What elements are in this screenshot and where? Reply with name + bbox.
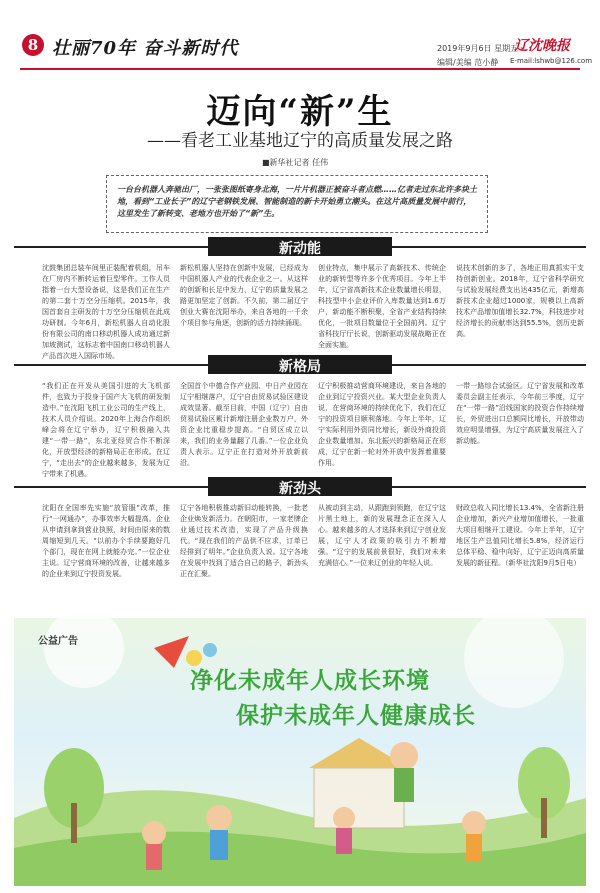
article-subtitle: ——看老工业基地辽宁的高质量发展之路	[147, 131, 453, 151]
article-intro: 一台台机器人奔驰出厂，一张张图纸寄身北海，一片片机器正被奋斗者点燃……亿者走过东北许多块土地，看到“工业长子”的辽宁老钢铁发展、智能制造的新卡开始勇立潮头。在这片高质量发展中前行，这里发生了新转变、老地方也开始了“新”生。	[106, 175, 488, 233]
editor-line: 编辑/美编 范小静	[437, 58, 499, 67]
issue-date: 2019年9月6日 星期五	[437, 44, 519, 53]
body-column: 创业特点，集中展示了高新技术、传统企业的新转型等许多个优秀项目。今年上半年，辽宁省高新技术企业数量增长明显，科技型中小企业评价入库数量达到1.6万户，新动能不断积聚，全省产业结构持续优化，一批项目数量位于全国前列。辽宁省科技厅厅长说，创新驱动发展战略正在全面实施。	[318, 264, 446, 349]
body-column: 新松机器人坚持在创新中发展，已经成为中国机器人产业的代表企业之一。从这样的创新和长足中发力，辽宁的质量发展之路更加坚定了创新。不久前，第二届辽宁创业大赛在沈阳举办，来自各地的一千余个项目参与角逐，创新的活力持续涌现。	[180, 264, 308, 327]
section-heading-band	[14, 237, 586, 256]
section-heading-band	[14, 355, 586, 374]
ad-illustration	[14, 618, 586, 886]
body-column: 说技术创新的多了，各地正用真抓实干支持创新创业。2018年，辽宁省科学研究与试验发展经费支出达435亿元，新增高新技术企业超过1000家，规模以上高新技术产品增加值增长32.7%，科技进步对经济增长的贡献率达到55.5%，创历史新高。	[456, 264, 584, 338]
section-heading: 新格局	[279, 359, 321, 375]
section-heading: 新劲头	[279, 481, 321, 497]
section-heading-band	[14, 477, 586, 496]
page-number-badge: 8	[22, 34, 44, 56]
newspaper-logo: 辽沈晚报	[514, 38, 570, 54]
body-column: 沈阳在全国率先实施“放管服”改革，推行“一网通办”，办事效率大幅提高。企业从申请到拿到营业执照，时间由原来的数周缩短到几天。“以前办个手续要跑好几个部门，现在在网上就能办完。”一位企业主说。辽宁营商环境的改善，让越来越多的企业来到辽宁投资发展。	[42, 504, 170, 578]
section-title: 壮丽70年 奋斗新时代	[52, 38, 239, 59]
section-heading: 新动能	[279, 241, 321, 257]
body-column: 辽宁积极推动营商环境建设，来自各地的企业到辽宁投资兴业。某大型企业负责人说，在营商环境的持续优化下，我们在辽宁的投资项目顺利落地。今年上半年，辽宁实际利用外资同比增长，新设外商投资企业数量增加。东北振兴的新格局正在形成，辽宁在新一轮对外开放中发挥着重要作用。	[318, 382, 446, 467]
body-column: 财政总收入同比增长13.4%，全省新注册企业增加，新兴产业增加值增长，一批重大项目相继开工建设。今年上半年，辽宁地区生产总值同比增长5.8%，经济运行总体平稳、稳中向好，辽宁正迈向高质量发展的新征程。（新华社沈阳9月5日电）	[456, 504, 584, 567]
body-column: “我们正在开发从美国引进的大飞机部件，也致力于投身于国产大飞机的研发制造中。”在沈阳飞机工业公司的生产线上，技术人员介绍说。2020年上海合作组织峰会将在辽宁举办，辽宁积极融入共建“一带一路”，东北亚经贸合作不断深化，开放型经济的新格局正在形成。在辽宁，“走出去”的企业越来越多，发展为辽宁带来了机遇。	[42, 382, 170, 478]
ad-slogan-1: 净化未成年人成长环境	[190, 667, 430, 694]
article-title: 迈向“新”生	[206, 92, 394, 132]
public-service-ad	[14, 618, 586, 886]
contact-email: E-mail:lshwb@126.com	[510, 57, 593, 65]
body-column: 沈鼓集团总装车间里正装配着机组，吊车在厂房内不断转运着巨型零件。工作人员指着一台大型设备说，这是我们正在生产的第二套十万空分压缩机。2015年，我国首套自主研发的十万空分压缩机在此成功研制。今年6月，新松机器人自动化股份有限公司的南口移动机器人成功通过新加坡测试，这标志着中国南口移动机器人产品首次进入国际市场。	[42, 264, 170, 360]
body-column: 一带一路综合试验区。辽宁省发展和改革委员会副主任表示，今年前三季度，辽宁在“一带一路”沿线国家的投资合作持续增长，外贸进出口总额同比增长，开放带动效应明显增强，为辽宁高质量发展注入了新动能。	[456, 382, 584, 445]
ad-slogan-2: 保护未成年人健康成长	[236, 702, 476, 729]
body-column: 全国首个中德合作产业园、中日产业园在辽宁相继落户，辽宁自由贸易试验区建设成效显著。截至目前，中国（辽宁）自由贸易试验区累计新增注册企业数万户，外资企业比重稳步提高。“自贸区成立以来，我们的业务量翻了几番。”一位企业负责人表示。辽宁正在打造对外开放新前沿。	[180, 382, 308, 467]
ad-label: 公益广告	[38, 636, 78, 647]
body-column: 辽宁各地积极推动新旧动能转换，一批老企业焕发新活力。在朝阳市，一家老牌企业通过技术改造，实现了产品升级换代。“现在我们的产品供不应求，订单已经排到了明年。”企业负责人说。辽宁各地在发展中找到了适合自己的路子，新劲头正在汇聚。	[180, 504, 308, 578]
article-byline: ■新华社记者 任伟	[262, 158, 329, 167]
header-divider	[20, 68, 580, 70]
body-column: 从被动到主动，从跟跑到领跑，在辽宁这片黑土地上，新的发展理念正在深入人心。越来越多的人才选择来到辽宁创业发展，辽宁人才政策的吸引力不断增强。“辽宁的发展前景很好，我们对未来充满信心。”一位来辽创业的年轻人说。	[318, 504, 446, 567]
